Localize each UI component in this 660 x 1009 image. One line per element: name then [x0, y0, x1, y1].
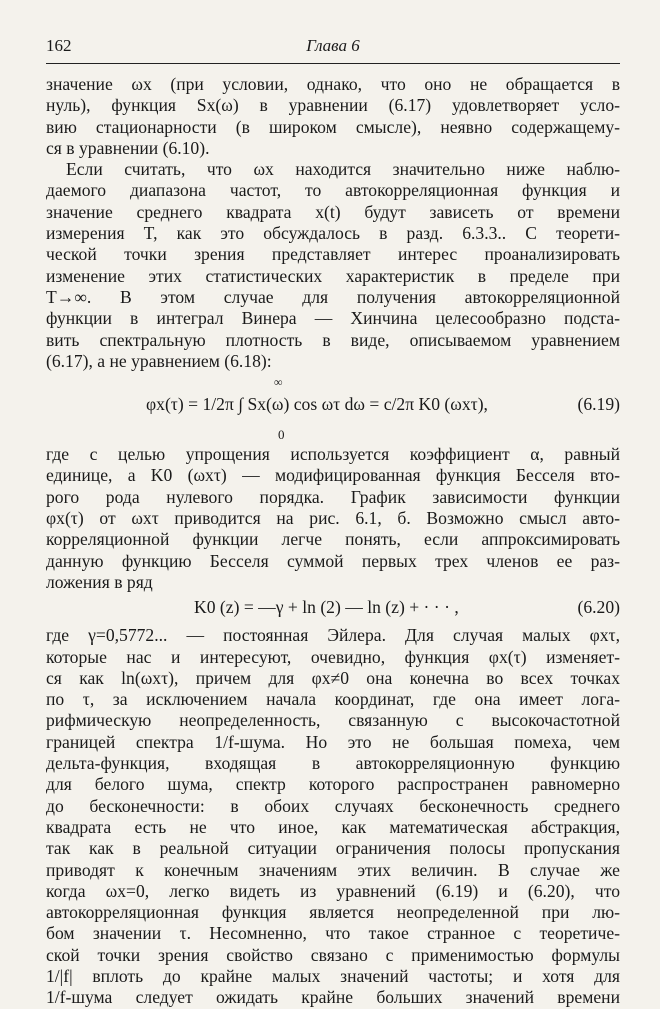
text-line: до бесконечности: в обоих случаях бесконечность среднего — [46, 795, 620, 816]
text-line: ческой точки зрения представляет интерес проанализировать — [46, 244, 620, 265]
text-line: когда ωx=0, легко видеть из уравнений (6.19) и (6.20), что — [46, 880, 620, 901]
equation-6-20 — [46, 593, 620, 625]
text-line: ложения в ряд — [46, 571, 153, 592]
text-line: вию стационарности (в широком смысле), неявно содержащему- — [46, 116, 620, 137]
equation-6-19 — [46, 372, 620, 444]
text-line: T→∞. В этом случае для получения автокорреляционной — [46, 286, 620, 307]
paragraph-block-2 — [46, 444, 620, 593]
running-title: Глава 6 — [306, 36, 360, 55]
equation-6-19-expression: φx(τ) = 1/2π ∫ Sx(ω) cos ωτ dω = c/2π K0 (ωxτ), — [146, 394, 488, 415]
equation-6-19-number: (6.19) — [577, 394, 620, 415]
text-line: по τ, за исключением начала координат, где она имеет лога- — [46, 689, 620, 710]
paragraph-block-1 — [46, 74, 620, 372]
text-line: так как в реальной ситуации ограничения полосы пропускания — [46, 838, 620, 859]
header-rule — [46, 63, 620, 64]
text-line: единице, а K0 (ωxτ) — модифицированная функция Бесселя вто- — [46, 465, 620, 486]
text-line: приводят к конечным значениям этих величин. В случае же — [46, 859, 620, 880]
text-line: дельта-функция, входящая в автокорреляционную функцию — [46, 753, 620, 774]
text-line: значение среднего квадрата x(t) будут зависеть от времени — [46, 201, 620, 222]
text-line: границей спектра 1/f-шума. Но это не большая помеха, чем — [46, 731, 620, 752]
integral-upper-limit: ∞ — [274, 375, 283, 390]
text-line: где с целью упрощения используется коэффициент α, равный — [46, 444, 620, 465]
text-line: φx(τ) от ωxτ приводится на рис. 6.1, б. Возможно смысл авто- — [46, 508, 620, 529]
text-line: значение ωx (при условии, однако, что оно не обращается в — [46, 74, 620, 94]
text-line: измерения T, как это обсуждалось в разд. 6.3.3.. С теорети- — [46, 223, 620, 244]
text-line: изменение этих статистических характеристик в пределе при — [46, 265, 620, 286]
page-header — [46, 36, 620, 64]
text-line: данную функцию Бесселя суммой первых трех членов ее раз- — [46, 550, 620, 571]
text-line: 1/f-шума следует ожидать крайне больших значений времени — [46, 987, 620, 1008]
equation-6-20-expression: K0 (z) = —γ + ln (2) — ln (z) + · · · , — [194, 597, 459, 618]
text-line: для белого шума, спектр которого распространен равномерно — [46, 774, 620, 795]
text-line: автокорреляционная функция является неопределенной при лю- — [46, 902, 620, 923]
paragraph-block-3 — [46, 625, 620, 1008]
text-line: нуль), функция Sx(ω) в уравнении (6.17) удовлетворяет усло- — [46, 95, 620, 116]
text-line: корреляционной функции легче понять, если аппроксимировать — [46, 529, 620, 550]
equation-6-20-number: (6.20) — [577, 597, 620, 618]
text-line: бом значении τ. Несомненно, что такое странное с теоретиче- — [46, 923, 620, 944]
body-text — [46, 74, 620, 1009]
text-line: которые нас и интересуют, очевидно, функция φx(τ) изменяет- — [46, 646, 620, 667]
text-line: ской точки зрения свойство связано с применимостью формулы — [46, 944, 620, 965]
text-line: рифмическую неопределенность, связанную с высокочастотной — [46, 710, 620, 731]
text-line: ся как ln(ωxτ), причем для φx≠0 она конечна во всех точках — [46, 667, 620, 688]
text-line: (6.17), а не уравнением (6.18): — [46, 350, 272, 371]
text-line: Если считать, что ωx находится значительно ниже наблю- — [66, 159, 620, 180]
text-line: ся в уравнении (6.10). — [46, 137, 210, 158]
text-line: даемого диапазона частот, то автокорреляционная функция и — [46, 180, 620, 201]
text-line: рого рода нулевого порядка. График зависимости функции — [46, 486, 620, 507]
text-line: где γ=0,5772... — постоянная Эйлера. Для случая малых φxτ, — [46, 625, 620, 646]
text-line: 1/|f| вплоть до крайне малых значений частоты; и хотя для — [46, 965, 620, 986]
integral-lower-limit: 0 — [278, 427, 285, 443]
text-line: квадрата есть не что иное, как математическая абстракция, — [46, 816, 620, 837]
page-number: 162 — [46, 36, 72, 55]
text-line: вить спектральную плотность в виде, описываемом уравнением — [46, 329, 620, 350]
text-line: функции в интеграл Винера — Хинчина целесообразно подста- — [46, 308, 620, 329]
